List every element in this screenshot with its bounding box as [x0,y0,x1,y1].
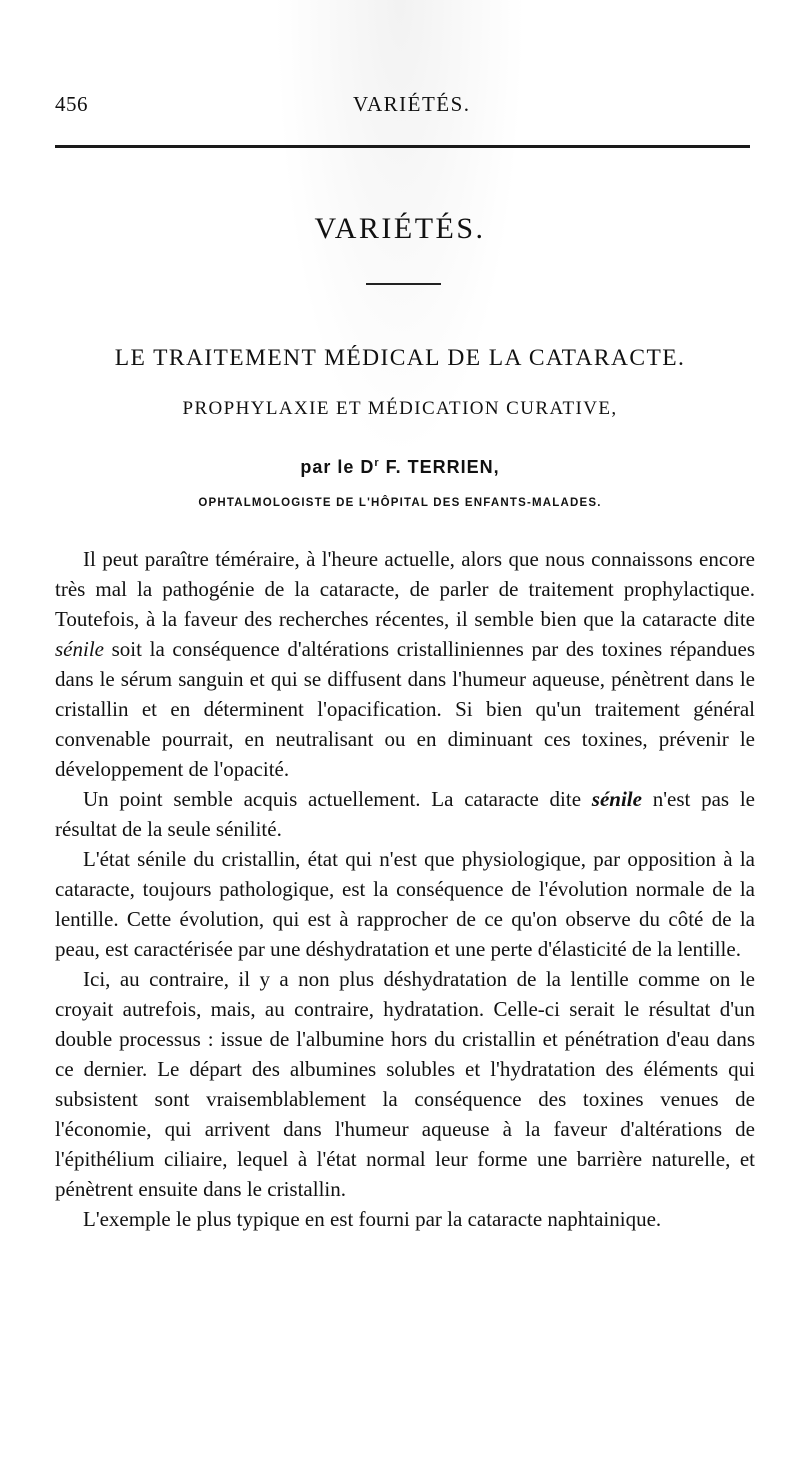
paragraph-3 [55,844,755,964]
author-affiliation: OPHTALMOLOGISTE DE L'HÔPITAL DES ENFANTS-MALADES. [198,497,602,509]
paragraph-1 [55,544,755,784]
paragraph-1-text-b: soit la conséquence d'altérations cristalliniennes par des toxines répandues dans le sérum sanguin et qui se diffusent dans l'humeur aqueuse, pénètrent dans le cristallin et en déterminent l'opacification. Si bien qu'un traitement général convenable pourrait, en neutralisant ou en diminuant ces toxines, prévenir le développement de l'opacité. [55,637,755,781]
paragraph-5 [55,1204,755,1234]
running-title: VARIÉTÉS. [353,92,471,116]
article-title: LE TRAITEMENT MÉDICAL DE LA CATARACTE. [114,345,686,371]
paragraph-2-text-a: Un point semble acquis actuellement. La cataracte dite [83,787,592,811]
byline [0,457,800,478]
section-title: VARIÉTÉS. [314,212,486,245]
running-head [55,92,750,118]
byline-superscript: r [374,457,380,469]
section-divider [366,283,441,285]
paragraph-3-text: L'état sénile du cristallin, état qui n'est que physiologique, par opposition à la cataracte, toujours pathologique, est la conséquence de l'évolution normale de la lentille. Cette évolution, qui est à rapprocher de ce qu'on observe du côté de la peau, est caractérisée par une déshydratation et une perte d'élasticité de la lentille. [55,847,755,961]
paragraph-1-emphasis: sénile [55,637,104,661]
paragraph-2 [55,784,755,844]
byline-author: F. TERRIEN, [379,457,500,477]
paragraph-2-text-b: n'est pas le résultat de la seule sénilité. [55,787,756,841]
paragraph-5-text: L'exemple le plus typique en est fourni par la cataracte naphtainique. [83,1207,662,1231]
paragraph-1-text-a: Il peut paraître téméraire, à l'heure actuelle, alors que nous connaissons encore très mal la pathogénie de la cataracte, de parler de traitement prophylactique. Toutefois, à la faveur des recherches récentes, il semble bien que la cataracte dite [55,547,755,631]
paragraph-4-text: Ici, au contraire, il y a non plus déshydratation de la lentille comme on le croyait autrefois, mais, au contraire, hydratation. Celle-ci serait le résultat d'un double processus : issue de l'albumine hors du cristallin et pénétration d'eau dans ce dernier. Le départ des albumines solubles et l'hydratation des éléments qui subsistent sont vraisemblablement la conséquence des toxines venues de l'économie, qui arrivent dans l'humeur aqueuse à la faveur d'altérations de l'épithélium ciliaire, lequel à l'état normal leur forme une barrière naturelle, et pénètrent ensuite dans le cristallin. [55,967,755,1201]
header-rule [55,145,750,148]
article-body [55,544,755,1234]
page-number: 456 [55,92,88,116]
paragraph-4 [55,964,755,1204]
paragraph-2-emphasis: sénile [591,787,642,811]
article-subtitle: PROPHYLAXIE ET MÉDICATION CURATIVE, [182,398,618,419]
byline-prefix: par le D [300,457,375,477]
